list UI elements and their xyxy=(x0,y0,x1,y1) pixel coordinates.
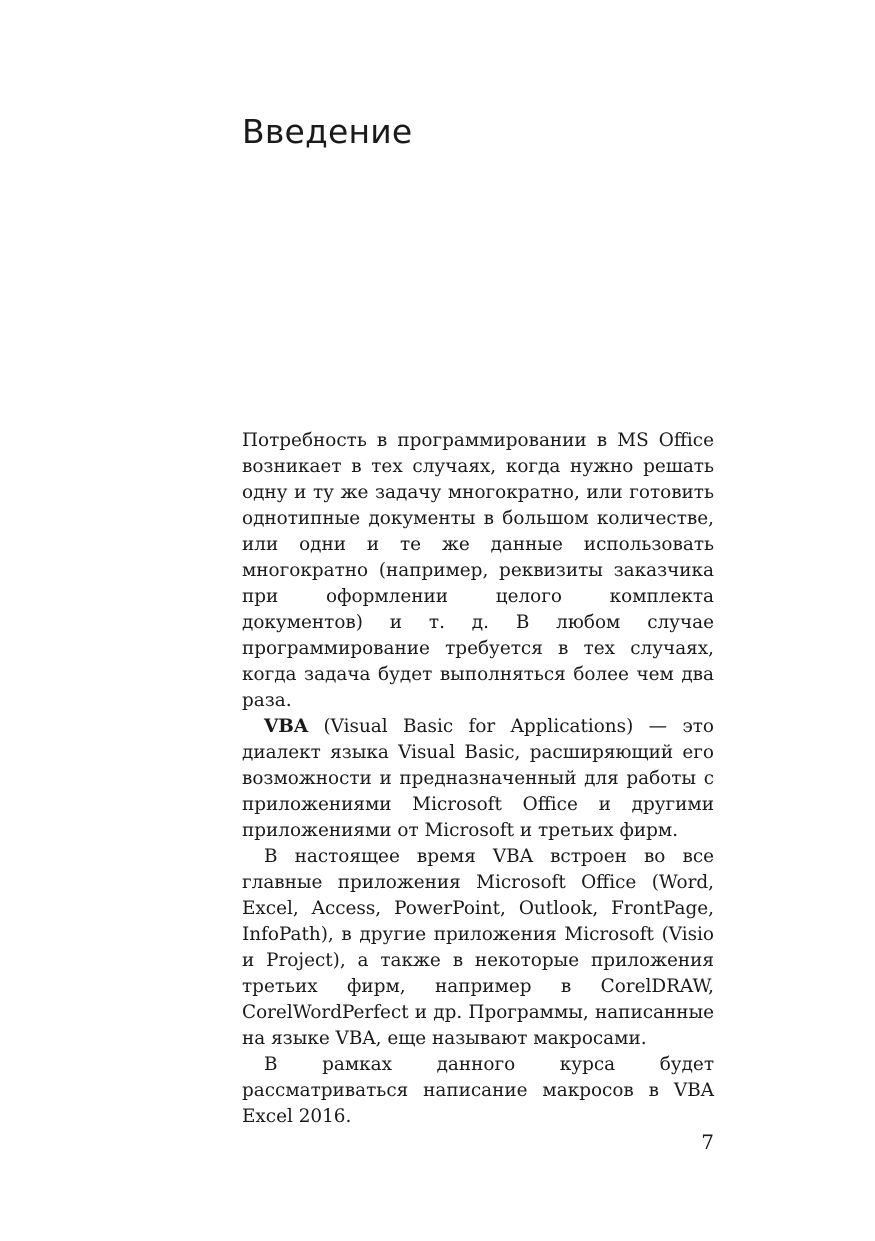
body-text xyxy=(242,428,714,1130)
paragraph-vba-definition-text: (Visual Basic for Applications) — это диалект языка Visual Basic, расширяющий его возможности и предназначенный для работы с приложениями Microsoft Office и другими приложениями от Microsoft и третьих фирм. xyxy=(242,716,714,841)
paragraph-vba-definition xyxy=(242,714,714,844)
term-vba: VBA xyxy=(264,716,309,737)
paragraph-vba-applications: В настоящее время VBA встроен во все главные приложения Microsoft Office (Word, Excel, Access, PowerPoint, Outlook, FrontPage, InfoPath), в другие приложения Microsoft (Visio и Project), а также в некоторые приложения третьих фирм, например в CorelDRAW, CorelWordPerfect и др. Программы, написанные на языке VBA, еще называют макросами. xyxy=(242,846,714,1049)
paragraph-intro: Потребность в программировании в MS Office возникает в тех случаях, когда нужно решать одну и ту же задачу многократно, или готовить однотипные документы в большом количестве, или одни и те же данные использовать многократно (например, реквизиты заказчика при оформлении целого комплекта документов) и т. д. В любом случае программирование требуется в тех случаях, когда задача будет выполняться более чем два раза. xyxy=(242,430,714,711)
page-number: 7 xyxy=(701,1130,714,1154)
paragraph-course-scope: В рамках данного курса будет рассматриваться написание макросов в VBA Excel 2016. xyxy=(242,1054,714,1127)
chapter-title: Введение xyxy=(242,112,413,151)
